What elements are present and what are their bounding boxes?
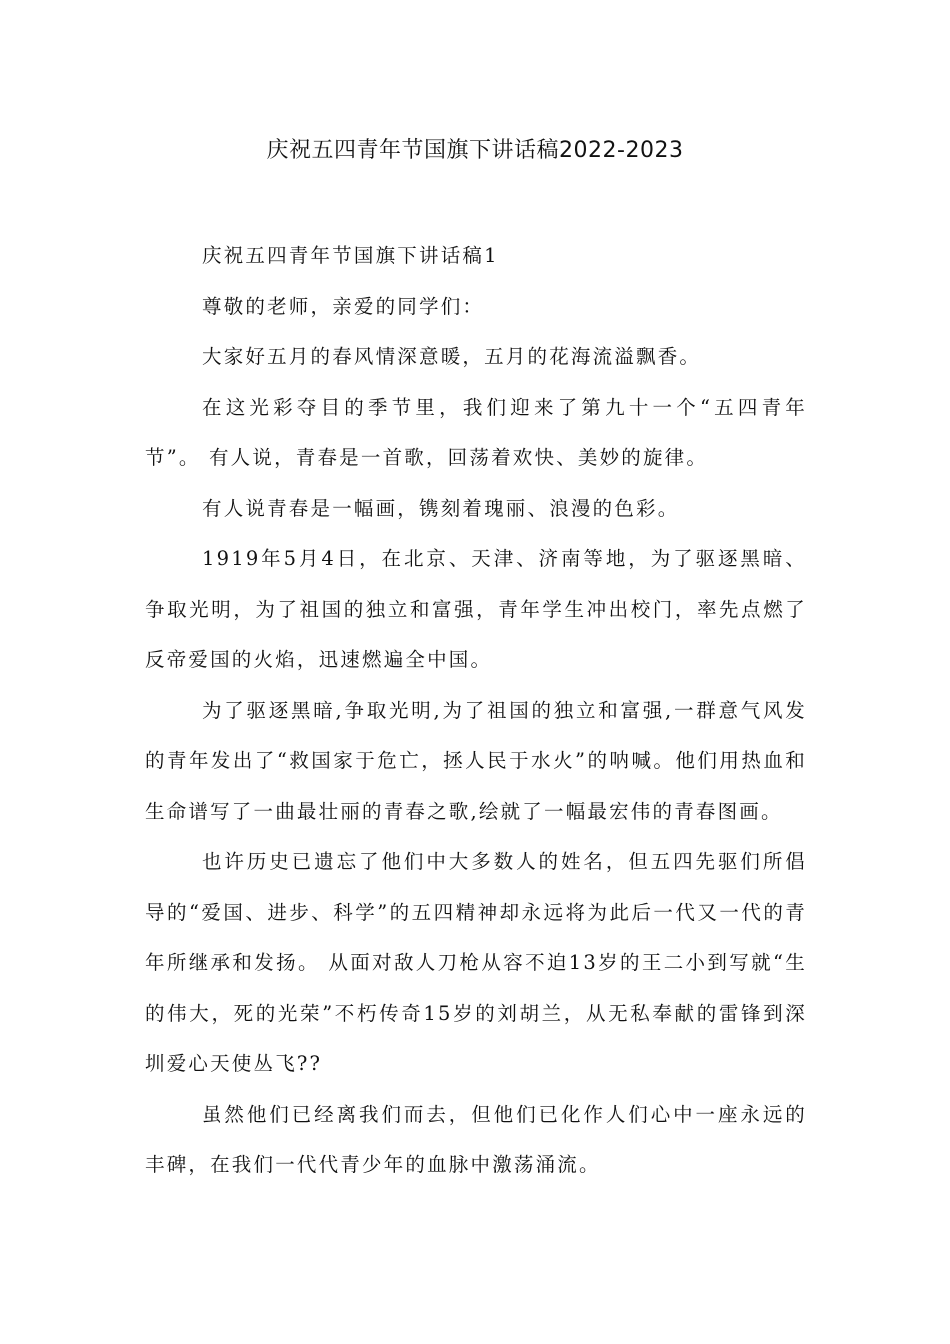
paragraph-heading: 庆祝五四青年节国旗下讲话稿1	[202, 244, 499, 267]
paragraph: 大家好五月的春风情深意暖，五月的花海流溢飘香。	[202, 345, 702, 368]
paragraph: 在这光彩夺目的季节里，我们迎来了第九十一个“五四青年节”。 有人说，青春是一首歌，回荡着欢快、美妙的旋律。	[145, 395, 807, 469]
paragraph: 也许历史已遗忘了他们中大多数人的姓名，但五四先驱们所倡导的“爱国、进步、科学”的五四精神却永远将为此后一代又一代的青年所继承和发扬。 从面对敌人刀枪从容不迫13岁的王二小到写就“生的伟大，死的光荣”不朽传奇15岁的刘胡兰，从无私奉献的雷锋到深圳爱心天使丛飞??	[145, 850, 807, 1075]
paragraph: 1919年5月4日，在北京、天津、济南等地，为了驱逐黑暗、争取光明，为了祖国的独立和富强，青年学生冲出校门，率先点燃了反帝爱国的火焰，迅速燃遍全中国。	[145, 547, 807, 671]
document-body	[145, 231, 807, 1191]
paragraph: 为了驱逐黑暗,争取光明,为了祖国的独立和富强,一群意气风发的青年发出了“救国家于危亡，拯人民于水火”的呐喊。他们用热血和生命谱写了一曲最壮丽的青春之歌,绘就了一幅最宏伟的青春图画。	[145, 698, 807, 823]
document-title: 庆祝五四青年节国旗下讲话稿2022-2023	[266, 138, 684, 163]
paragraph: 有人说青春是一幅画，镌刻着瑰丽、浪漫的色彩。	[202, 496, 680, 520]
paragraph-salutation: 尊敬的老师，亲爱的同学们：	[202, 294, 485, 318]
paragraph: 虽然他们已经离我们而去，但他们已化作人们心中一座永远的丰碑，在我们一代代青少年的血脉中激荡涌流。	[145, 1102, 807, 1176]
